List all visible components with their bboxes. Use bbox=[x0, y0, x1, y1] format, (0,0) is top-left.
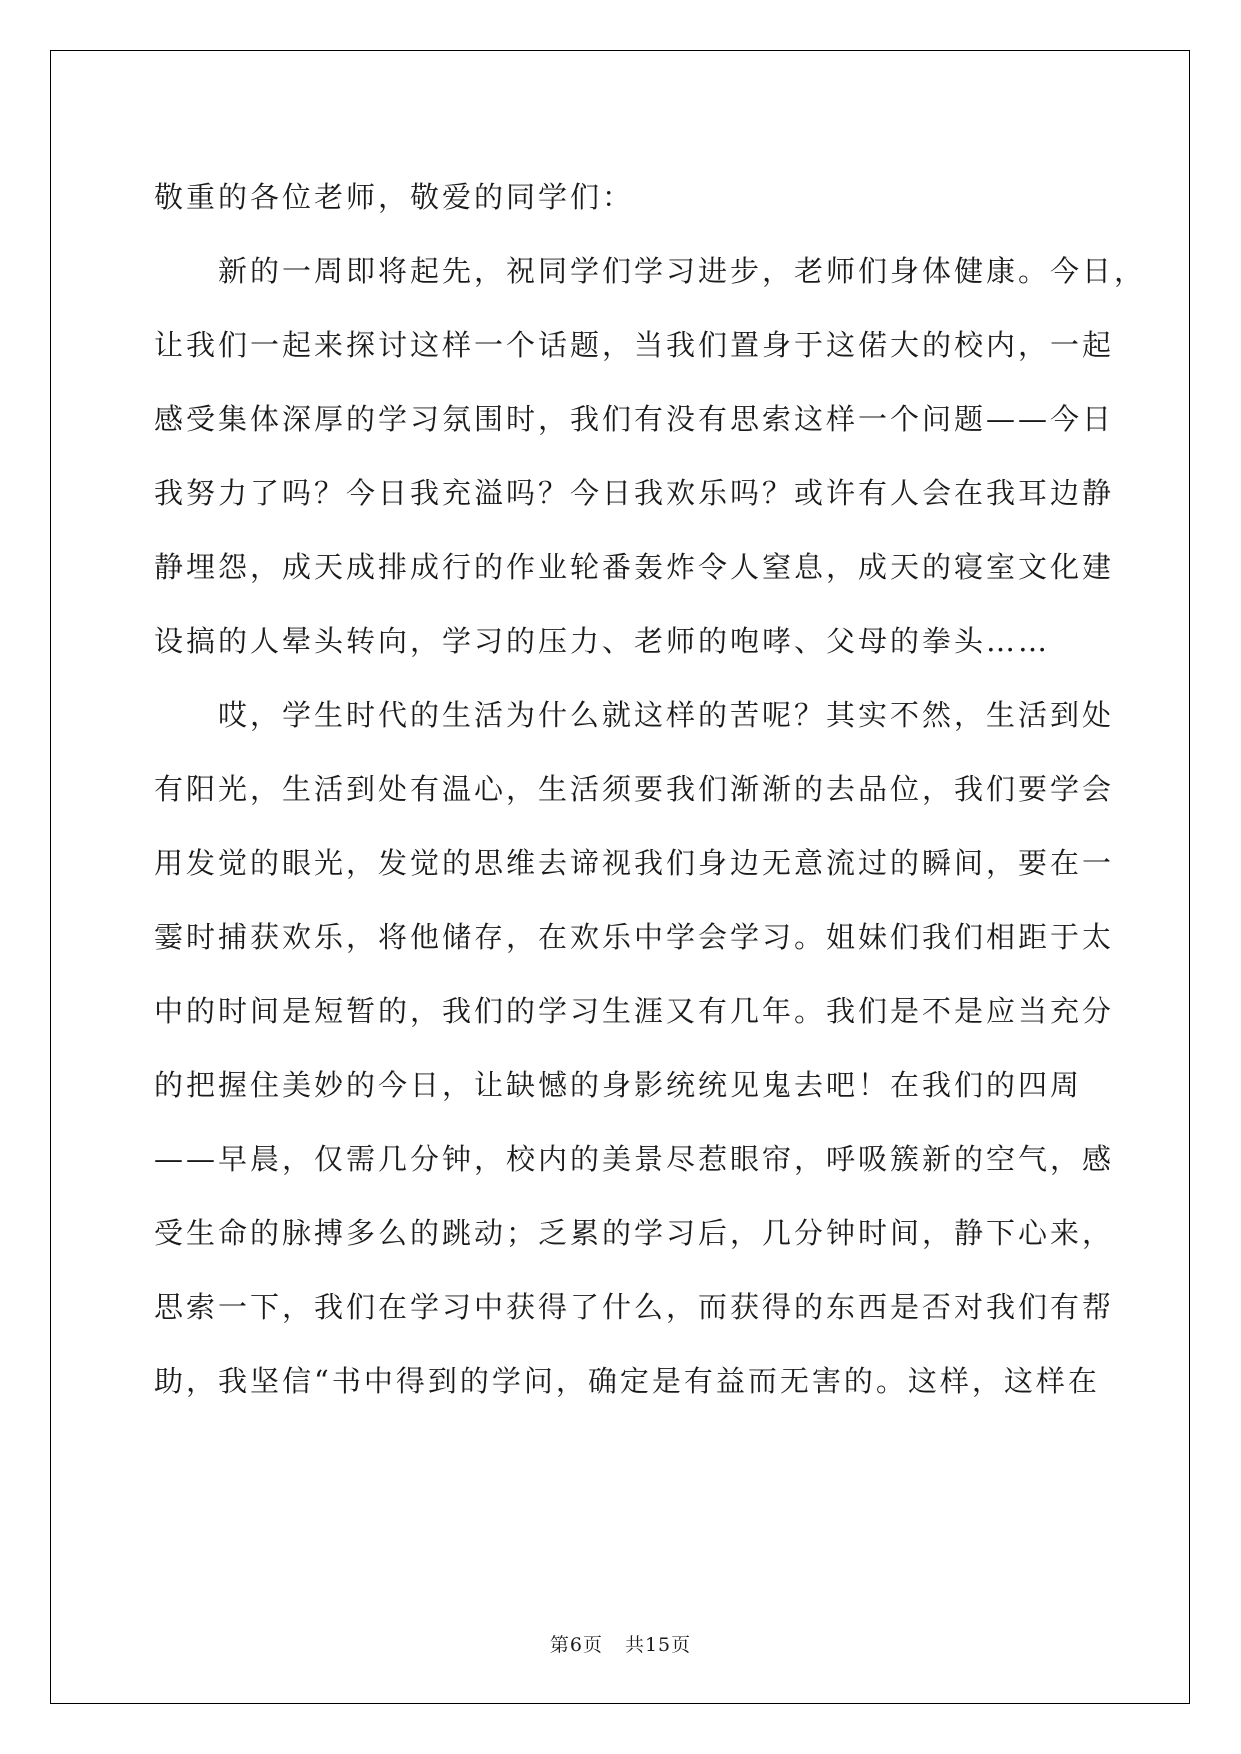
text-line: 用发觉的眼光，发觉的思维去谛视我们身边无意流过的瞬间，要在一 bbox=[154, 846, 1115, 880]
text-line: 我努力了吗？今日我充溢吗？今日我欢乐吗？或许有人会在我耳边静 bbox=[154, 476, 1115, 510]
text-line: ——早晨，仅需几分钟，校内的美景尽惹眼帘，呼吸簇新的空气，感 bbox=[154, 1142, 1115, 1176]
text-line: 受生命的脉搏多么的跳动；乏累的学习后，几分钟时间，静下心来， bbox=[154, 1216, 1115, 1250]
text-line: 思索一下，我们在学习中获得了什么，而获得的东西是否对我们有帮 bbox=[154, 1290, 1115, 1324]
text-line: 中的时间是短暂的，我们的学习生涯又有几年。我们是不是应当充分 bbox=[154, 994, 1115, 1028]
page-footer bbox=[0, 1630, 1241, 1657]
text-line: 的把握住美妙的今日，让缺憾的身影统统见鬼去吧！在我们的四周 bbox=[154, 1068, 1083, 1102]
text-line: 助，我坚信“书中得到的学问，确定是有益而无害的。这样，这样在 bbox=[154, 1364, 1100, 1398]
text-line: 新的一周即将起先，祝同学们学习进步，老师们身体健康。今日， bbox=[154, 254, 1147, 288]
text-line: 哎，学生时代的生活为什么就这样的苦呢？其实不然，生活到处 bbox=[154, 698, 1115, 732]
text-line: 有阳光，生活到处有温心，生活须要我们渐渐的去品位，我们要学会 bbox=[154, 772, 1115, 806]
text-line: 敬重的各位老师，敬爱的同学们： bbox=[154, 180, 635, 214]
text-line: 设搞的人晕头转向，学习的压力、老师的咆哮、父母的拳头…… bbox=[154, 624, 1051, 658]
text-line: 静埋怨，成天成排成行的作业轮番轰炸令人窒息，成天的寝室文化建 bbox=[154, 550, 1115, 584]
text-line: 霎时捕获欢乐，将他储存，在欢乐中学会学习。姐妹们我们相距于太 bbox=[154, 920, 1115, 954]
document-body bbox=[154, 160, 1147, 1418]
text-line: 感受集体深厚的学习氛围时，我们有没有思索这样一个问题——今日 bbox=[154, 402, 1115, 436]
page-total: 共15页 bbox=[624, 1634, 692, 1656]
page-number: 第6页 bbox=[549, 1634, 603, 1656]
text-line: 让我们一起来探讨这样一个话题，当我们置身于这偌大的校内，一起 bbox=[154, 328, 1115, 362]
